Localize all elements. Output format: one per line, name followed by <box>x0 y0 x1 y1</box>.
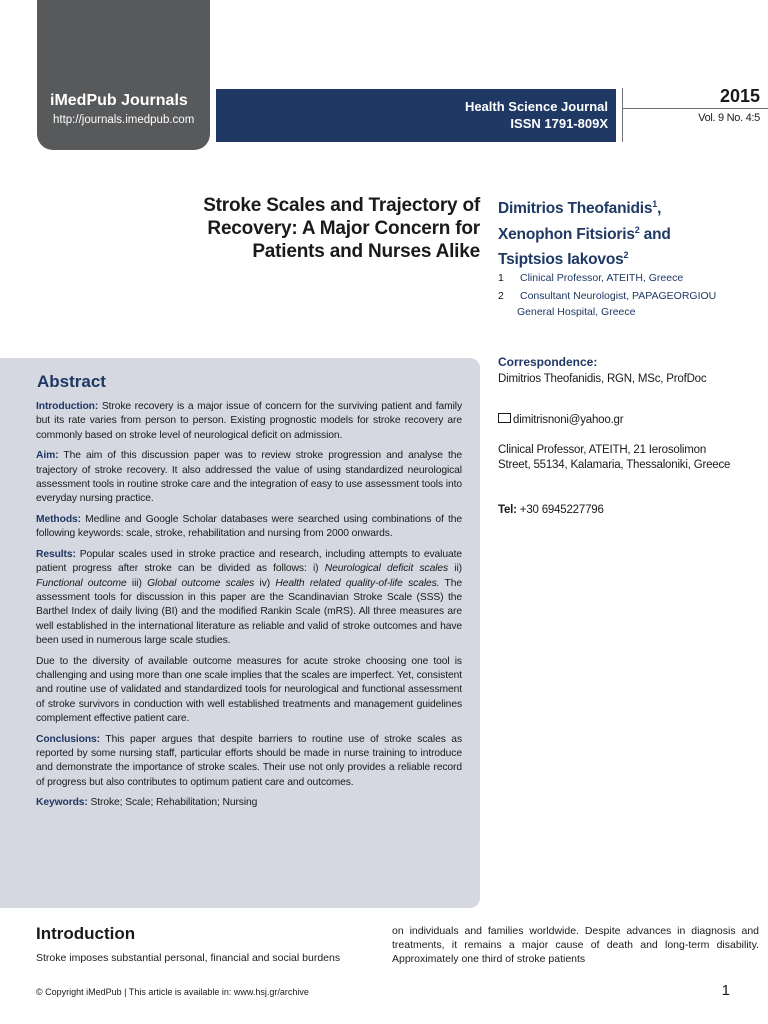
section-label: Aim: <box>36 450 59 462</box>
section-text: This paper argues that despite barriers to routine use of stroke scales as reported by some nursing staff, particular efforts should be made in nurse training to introduce and demonstrate the importance of stroke scales. Their use not only provides a reliable record of progress but also contributes to optimum patient care and outcomes. <box>36 733 462 788</box>
email-icon <box>498 413 511 423</box>
affiliation-text: Clinical Professor, ATEITH, Greece <box>520 272 684 284</box>
abstract-box <box>0 358 480 908</box>
section-text: Popular scales used in stroke practice and research, including attempts to evaluate patient progress after stroke can be divided as follows: i) <box>36 549 462 575</box>
section-text: iv) <box>254 577 276 589</box>
abstract-aim <box>36 449 462 506</box>
author-affil-sup: 2 <box>634 224 640 235</box>
volume-issue: Vol. 9 No. 4:5 <box>698 112 760 124</box>
section-label: Results: <box>36 549 76 561</box>
correspondence-address: Clinical Professor, ATEITH, 21 Ierosolimon Street, 55134, Kalamaria, Thessaloniki, Greece <box>498 444 731 471</box>
abstract-diversity: Due to the diversity of available outcome measures for acute stroke choosing one tool is challenging and using more than one scale implies that the scales are imperfect. Yet, consistent and routine use of validated and standardized tools for neurological and functional assessment of stroke survivors in conduction with well established treatments and management guidelines complement effective patient care. <box>36 655 462 724</box>
section-text: Medline and Google Scholar databases were searched using combinations of the following keywords: scale, stroke, rehabilitation and nursing from 2000 onwards. <box>36 514 462 540</box>
section-text: ii) <box>448 563 463 575</box>
publication-year: 2015 <box>719 86 760 106</box>
abstract-conclusions <box>36 733 462 790</box>
page-number: 1 <box>721 982 730 999</box>
journal-banner <box>216 89 616 142</box>
author-name: Tsiptsios Iakovos <box>498 251 624 269</box>
author-name: Dimitrios Theofanidis <box>498 200 653 218</box>
introduction-heading: Introduction <box>36 924 136 943</box>
journal-issn: ISSN 1791-809X <box>510 116 608 131</box>
section-label: Conclusions: <box>36 733 101 745</box>
section-text: Stroke recovery is a major issue of concern for the surviving patient and family but its rate varies from person to person. Existing prognostic models for stroke recovery are commonly based on stroke level of neurological deficit on admission. <box>36 401 462 441</box>
affiliation-number: 2 <box>498 290 504 302</box>
author-affil-sup: 2 <box>623 250 629 261</box>
abstract-body <box>36 400 462 817</box>
section-label: Keywords: <box>36 797 88 809</box>
author-separator: and <box>639 225 671 243</box>
author-name: Xenophon Fitsioris <box>498 225 635 243</box>
copyright-footer: © Copyright iMedPub | This article is available in: www.hsj.gr/archive <box>36 987 309 997</box>
correspondence-email-row <box>498 413 748 428</box>
affiliation-1 <box>498 270 758 286</box>
header-divider-horizontal <box>622 108 768 109</box>
section-text-italic: Functional outcome <box>36 577 127 589</box>
section-label: Methods: <box>36 514 81 526</box>
author-separator: , <box>657 200 662 218</box>
affiliation-number: 1 <box>498 272 504 284</box>
publisher-tab <box>37 0 210 150</box>
section-text-italic: Global outcome scales <box>147 577 255 589</box>
author-list <box>498 194 758 271</box>
tel-label: Tel: <box>498 504 517 516</box>
abstract-keywords <box>36 796 462 810</box>
section-text-italic: Health related quality-of-life scales. <box>275 577 440 589</box>
abstract-methods <box>36 513 462 542</box>
affiliation-2 <box>498 288 758 320</box>
affiliation-text: Consultant Neurologist, PAPAGEORGIOU <box>520 290 717 302</box>
correspondence-name: Dimitrios Theofanidis, RGN, MSc, ProfDoc <box>498 373 707 385</box>
section-text: Stroke; Scale; Rehabilitation; Nursing <box>90 797 258 809</box>
section-label: Introduction: <box>36 401 99 412</box>
correspondence-email[interactable]: dimitrisnoni@yahoo.gr <box>513 414 624 426</box>
journal-title: Health Science Journal <box>464 99 608 114</box>
article-title: Stroke Scales and Trajectory of Recovery: A Major Concern for Patients and Nurses Alike <box>203 195 480 262</box>
section-text: The assessment tools for discussion in this paper are the Scandinavian Stroke Scale (SSS) the Barthel Index of daily living (BI) and the modified Rankin Scale (mRS). All three measures are well established in the international literature as reliable and valid of stroke outcomes and have been used in numerous large scale studies. <box>36 577 463 646</box>
publisher-url[interactable]: http://journals.imedpub.com <box>53 114 195 126</box>
section-text: The aim of this discussion paper was to review stroke progression and analyse the trajectory of stroke recovery. It also addressed the value of using standardized neurological assessment tools in routine stroke care and the integration of easy to use assessment tools into everyday nursing practice. <box>36 450 462 505</box>
author-affil-sup: 1 <box>652 199 658 209</box>
section-text-italic: Neurological deficit scales <box>324 563 449 575</box>
header-divider-vertical <box>622 88 623 142</box>
tel-number: +30 6945227796 <box>519 504 604 516</box>
abstract-heading: Abstract <box>37 372 106 391</box>
abstract-results <box>36 548 462 648</box>
introduction-text-right: on individuals and families worldwide. Despite advances in diagnosis and treatments, it remains a major cause of death and long-term disability. Approximately one third of stroke patients <box>392 925 759 965</box>
correspondence-tel-row <box>498 503 748 518</box>
affiliation-text-cont: General Hospital, Greece <box>517 306 636 318</box>
abstract-introduction <box>36 400 462 443</box>
section-text: iii) <box>126 577 148 589</box>
publisher-name: iMedPub Journals <box>50 92 188 109</box>
introduction-text-left: Stroke imposes substantial personal, financial and social burdens <box>36 952 341 964</box>
correspondence-heading: Correspondence: <box>498 355 598 369</box>
